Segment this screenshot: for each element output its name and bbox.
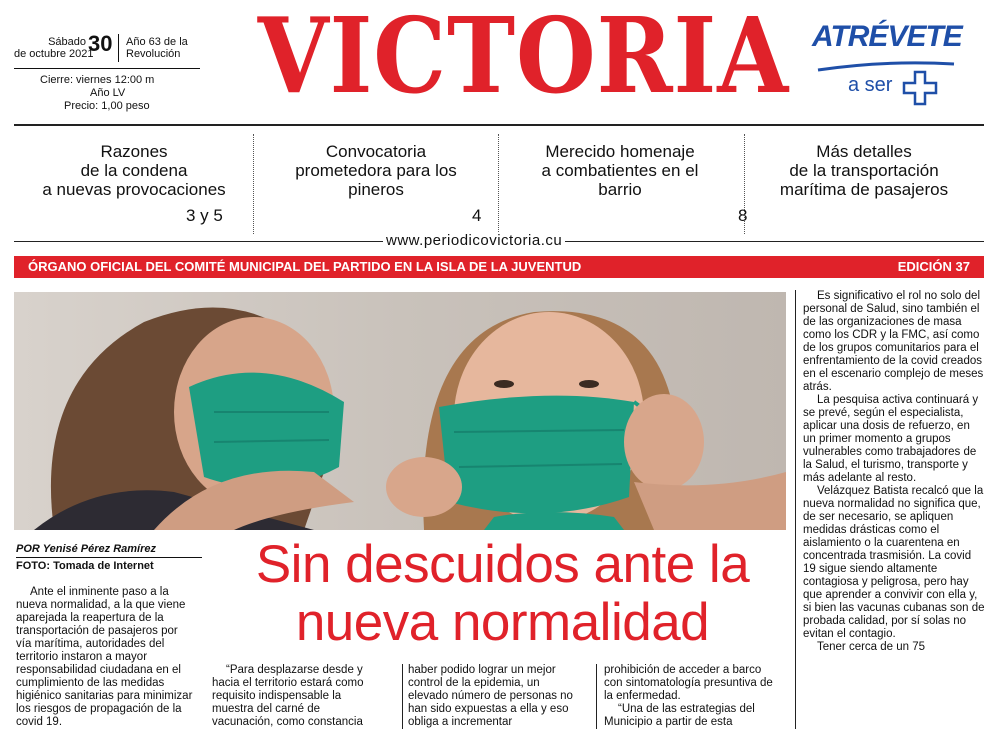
column-1-paragraph: Ante el inminente paso a la nueva normalidad, a la que viene aparejada la reapertura de la transportación de pasajeros por vía marítima, autoridades del territorio instaron a mayor responsabilidad ciudadana en el cumplimiento de las medidas higiénico sanitarias para minimizar los riesgos de propagación de la covid 19.	[16, 586, 193, 728]
masthead-title[interactable]: VICTORIA	[257, 0, 790, 117]
slogan-sub: a ser	[848, 74, 893, 96]
year-info-line2: Revolución	[126, 48, 181, 60]
banner-publisher: ÓRGANO OFICIAL DEL COMITÉ MUNICIPAL DEL PARTIDO EN LA ISLA DE LA JUVENTUD	[28, 259, 582, 274]
article-headline[interactable]	[210, 536, 795, 652]
cierre-text: Cierre: viernes 12:00 m	[40, 74, 155, 86]
price-text: Precio: 1,00 peso	[64, 100, 150, 112]
teaser-3-page: 8	[738, 206, 748, 225]
date-rule	[14, 68, 200, 69]
column-divider	[596, 664, 597, 729]
teaser-2-title	[256, 142, 496, 199]
teaser-4-title	[744, 142, 984, 199]
column-4-paragraph-1: prohibición de acceder a barco con sintomatología presuntiva de la enfermedad.	[604, 664, 773, 702]
teaser-3-line1: Merecido homenaje	[545, 142, 695, 161]
year-info	[126, 36, 206, 60]
edition-info	[40, 74, 210, 113]
article-byline: POR Yenisé Pérez Ramírez	[16, 543, 157, 555]
headline-line1: Sin descuidos ante la	[255, 535, 750, 594]
teaser-1-line3: a nuevas provocaciones	[42, 180, 226, 199]
teaser-2-line3: pineros	[348, 180, 404, 199]
article-column-3	[408, 664, 580, 729]
right-paragraph-2: La pesquisa activa continuará y se prevé, según el especialista, aplicar una dosis de refuerzo, en un primer momento a grupos vulnerables como trabajadores de la Salud, el turismo, transporte y más adelante al resto.	[803, 394, 979, 484]
headline-line2: nueva normalidad	[295, 593, 710, 652]
teaser-2-line2: prometedora para los	[295, 161, 457, 180]
teaser-2-page: 4	[472, 206, 482, 225]
teaser-3[interactable]	[500, 142, 748, 230]
teaser-1[interactable]	[14, 142, 254, 230]
article-column-1	[16, 586, 194, 729]
photo-credit: FOTO: Tomada de Internet	[16, 560, 154, 572]
date-divider	[118, 34, 119, 62]
article-column-2	[212, 664, 384, 729]
teaser-divider	[253, 134, 254, 234]
website-link[interactable]: www.periodicovictoria.cu	[383, 232, 565, 249]
day-name: Sábado	[48, 36, 86, 48]
teaser-3-line3: barrio	[598, 180, 642, 199]
year-roman: Año LV	[90, 87, 126, 99]
banner-edition: EDICIÓN 37	[897, 259, 970, 274]
year-info-line1: Año 63 de la	[126, 36, 188, 48]
teaser-4-line2: de la transportación	[789, 161, 939, 180]
article-photo	[14, 292, 786, 530]
teaser-2-line1: Convocatoria	[325, 142, 427, 161]
article-column-4	[604, 664, 780, 729]
teaser-2[interactable]	[256, 142, 496, 230]
teaser-4[interactable]	[744, 142, 984, 230]
slogan-main: ATRÉVETE	[812, 20, 962, 53]
plus-cross-icon	[900, 68, 940, 108]
column-divider	[402, 664, 403, 729]
column-4-paragraph-2: “Una de las estrategias del Municipio a partir de esta	[604, 703, 755, 728]
column-2-paragraph: “Para desplazarse desde y hacia el territorio estará como requisito indispensable la muestra del carné de vacunación, como constancia	[212, 664, 364, 728]
teaser-4-line3: marítima de pasajeros	[779, 180, 949, 199]
teaser-3-line2: a combatientes en el	[541, 161, 699, 180]
website-line	[0, 232, 1003, 252]
column-3-paragraph: haber podido lograr un mejor control de la epidemia, un elevado número de personas no han sido expuestas a ella y eso obliga a incrementar	[408, 664, 573, 728]
right-paragraph-3: Velázquez Batista recalcó que la nueva normalidad no significa que, de ser necesario, se apliquen medidas drásticas como el aislamiento o la cuarentena en concentrada trasmisión. La covid 19 sigue siendo altamente contagiosa y peligrosa, pero hay que aprender a convivir con ella y, si bien las vacunas cubanas son de probada calidad, por sí solas no evitan el contagio.	[803, 485, 985, 640]
slogan-logo	[808, 12, 978, 112]
day-number: 30	[88, 31, 113, 56]
teaser-1-line1: Razones	[100, 142, 168, 161]
photo-masks-illustration	[14, 292, 786, 530]
byline-rule	[16, 557, 202, 558]
teaser-3-title	[500, 142, 740, 199]
column-divider	[795, 290, 796, 729]
right-paragraph-1: Es significativo el rol no solo del personal de Salud, sino también el de las organizaciones de masa como los CDR y la FMC, así como de los grupos comunitarios para el enfrentamiento de la covid creados en el escenario complejo de meses atrás.	[803, 290, 984, 393]
top-rule	[14, 124, 984, 126]
publisher-banner	[14, 256, 984, 278]
month-year: de octubre 2021	[14, 48, 94, 60]
teaser-1-line2: de la condena	[80, 161, 188, 180]
teaser-4-line1: Más detalles	[816, 142, 912, 161]
teaser-divider	[498, 134, 499, 234]
right-paragraph-4: Tener cerca de un 75	[817, 641, 926, 653]
teaser-1-page: 3 y 5	[186, 206, 223, 225]
article-column-right	[803, 290, 985, 729]
teaser-1-title	[14, 142, 254, 199]
